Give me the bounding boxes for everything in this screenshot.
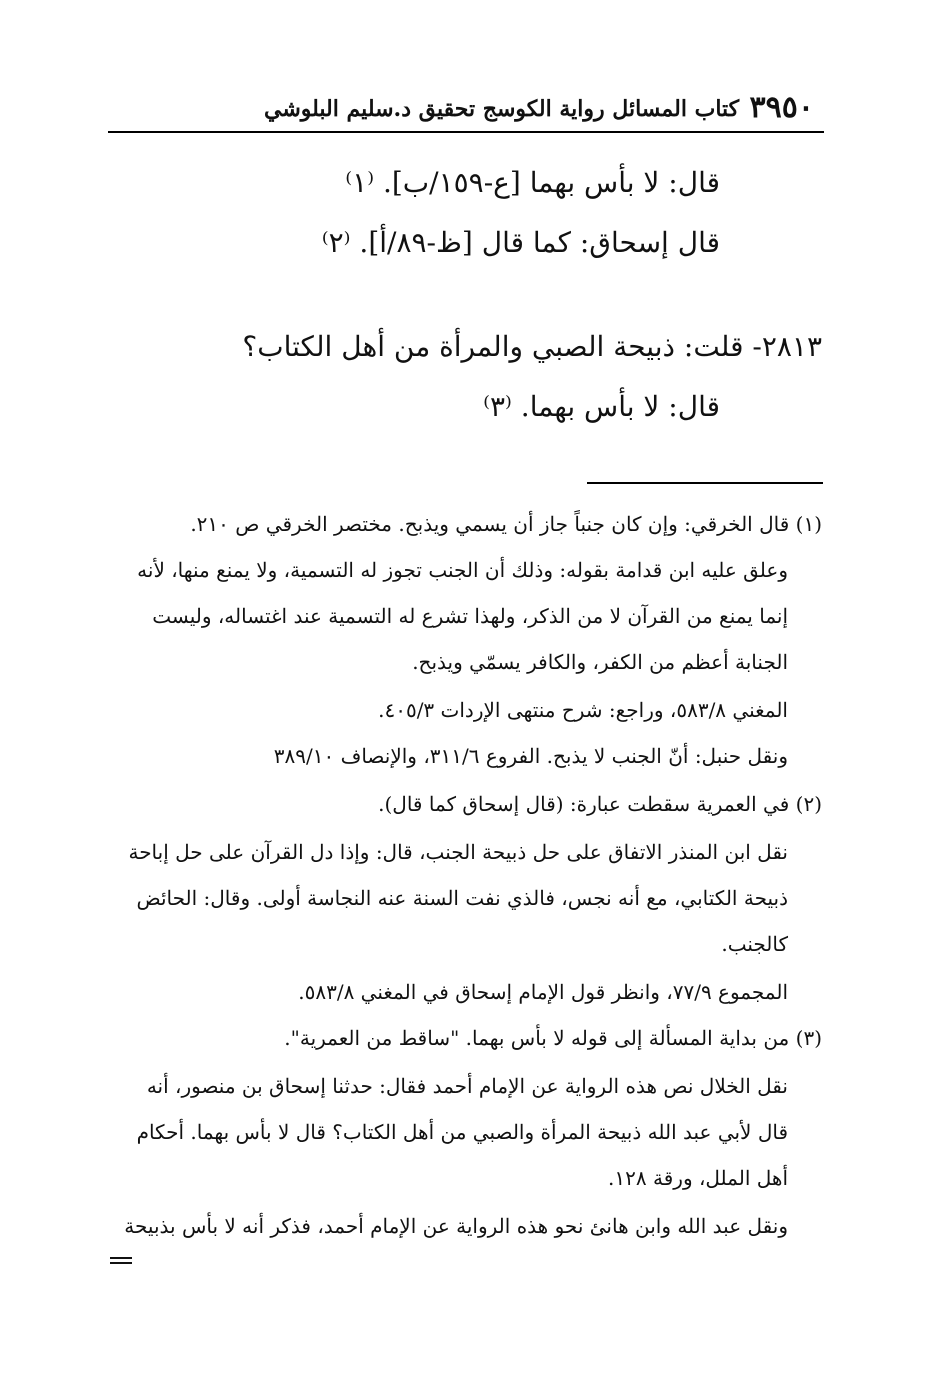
footnote-line: الجنابة أعظم من الكفر، والكافر يسمّي ويذبح.: [412, 650, 788, 674]
running-title: كتاب المسائل رواية الكوسج تحقيق د.سليم البلوشي: [264, 96, 740, 122]
footnote-line: نقل ابن المنذر الاتفاق على حل ذبيحة الجنب، قال: وإذا دل القرآن على حل إباحة: [128, 840, 788, 864]
footnote-line: المجموع ٧٧/٩، وانظر قول الإمام إسحاق في المغني ٥٨٣/٨.: [298, 980, 788, 1004]
footnote-line: (٣) من بداية المسألة إلى قوله لا بأس بهما. "ساقط من العمرية".: [284, 1026, 822, 1050]
main-text-line: قال: لا بأس بهما. ⁽٣⁾: [483, 390, 720, 423]
header-rule: [108, 131, 824, 133]
continuation-mark: [110, 1257, 132, 1264]
footnote-line: ونقل حنبل: أنّ الجنب لا يذبح. الفروع ٣١١/٦، والإنصاف ٣٨٩/١٠: [273, 744, 788, 768]
footnote-line: قال لأبي عبد الله ذبيحة المرأة والصبي من أهل الكتاب؟ قال لا بأس بهما. أحكام: [136, 1120, 788, 1144]
footnote-line: ونقل عبد الله وابن هانئ نحو هذه الرواية عن الإمام أحمد، فذكر أنه لا بأس بذبيحة: [124, 1214, 788, 1238]
footnote-line: كالجنب.: [721, 932, 788, 956]
footnote-separator: [587, 482, 823, 484]
footnote-line: (١) قال الخرقي: وإن كان جنباً جاز أن يسمي ويذبح. مختصر الخرقي ص ٢١٠.: [190, 512, 822, 536]
footnote-line: أهل الملل، ورقة ١٢٨.: [608, 1166, 788, 1190]
footnote-line: (٢) في العمرية سقطت عبارة: (قال إسحاق كما قال).: [378, 792, 822, 816]
footnote-line: المغني ٥٨٣/٨، وراجع: شرح منتهى الإردات ٤٠٥/٣.: [378, 698, 788, 722]
footnote-line: ذبيحة الكتابي، مع أنه نجس، فالذي نفت السنة عنه النجاسة أولى. وقال: الحائض: [136, 886, 788, 910]
footnote-line: وعلق عليه ابن قدامة بقوله: وذلك أن الجنب تجوز له التسمية، ولا يمنع منها، لأنه: [137, 558, 788, 582]
footnote-line: نقل الخلال نص هذه الرواية عن الإمام أحمد فقال: حدثنا إسحاق بن منصور، أنه: [146, 1074, 788, 1098]
page-header: [108, 88, 824, 132]
page-number: ٣٩٥٠: [749, 90, 814, 125]
footnote-line: إنما يمنع من القرآن لا من الذكر، ولهذا تشرع له التسمية عند اغتساله، وليست: [152, 604, 788, 628]
main-text-line: قال إسحاق: كما قال [ظ-٨٩/أ]. ⁽٢⁾: [321, 226, 720, 259]
question-2813: ٢٨١٣- قلت: ذبيحة الصبي والمرأة من أهل الكتاب؟: [242, 330, 822, 363]
main-text-line: قال: لا بأس بهما [ع-١٥٩/ب]. ⁽١⁾: [345, 166, 720, 199]
